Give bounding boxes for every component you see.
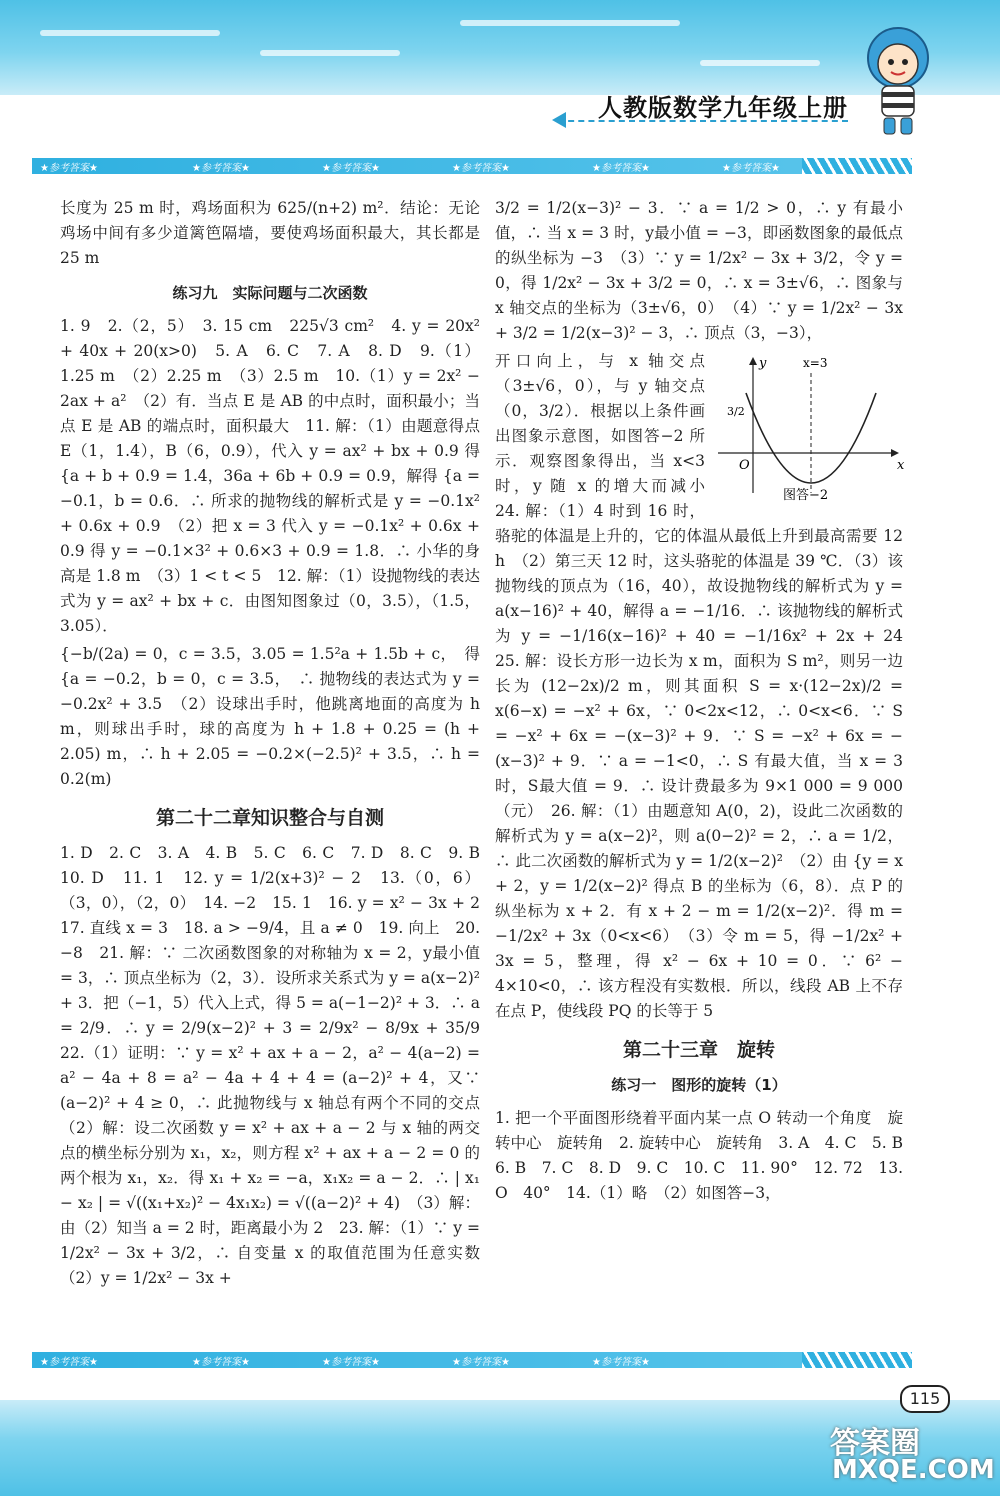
watermark: 答案圈 [830,1426,920,1461]
top-banner [0,0,1000,95]
y-axis-arrow-icon [749,357,757,365]
section-heading: 第二十二章知识整合与自测 [155,807,384,829]
y-label: y [759,356,767,371]
mascot-icon [858,20,938,140]
answer-paragraph: 3/2 = 1/2(x−3)² − 3．∵ a = 1/2 > 0，∴ y 有最小值，∴ 当 x = 3 时，y最小值 = −3，即函数图象的最低点的纵坐标为 −3 （3）∵ y = 1/2x² − 3x + 3/2，令 y = 0，得 1/2x² − 3x + 3/2 = 0，∴ x = 3±√6，∴ 图象与 x 轴交点的坐标为（3±√6，0） （4）∵ y = 1/2x² − 3x + 3/2 = 1/2(x−3)² − 3，∴ 顶点（3，−3）， [495,199,903,342]
watermark-url: MXQE.COM [832,1455,995,1485]
title-divider [558,120,848,122]
answer-tag: ★参考答案★ [192,163,250,174]
answer-paragraph: 1. D 2. C 3. A 4. B 5. C 6. C 7. D 8. C 9. B 10. D 11. 1 12. y = 1/2(x+3)² − 2 13.（0，6）（3，0），（2，0） 14. −2 15. 1 16. y = x² − 3x + 2 17. 直线 x = 3 18. a > −9/4，且 a ≠ 0 19. 向上 20. −8 21. 解：∵ 二次函数图象的对称轴为 x = 2，y最小值 = 3，∴ 顶点坐标为（2，3）．设所求关系式为 y = a(x−2)² + 3．把（−1，5）代入上式，得 5 = a(−1−2)² + 3．∴ a = 2/9．∴ y = 2/9(x−2)² + 3 = 2/9x² − 8/9x + 35/9 22.（1）证明：∵ y = x² + ax + a − 2，a² − 4(a−2) = a² − 4a + 8 = a² − 4a + 4 + 4 = (a−2)² + 4，又∵ (a−2)² + 4 ≥ 0，∴ 此抛物线与 x 轴总有两个不同的交点 （2）解：设二次函数 y = x² + ax + a − 2 与 x 轴的两交点的横坐标分别为 x₁，x₂，则方程 x² + ax + a − 2 = 0 的两个根为 x₁，x₂．得 x₁ + x₂ = −a，x₁x₂ = a − 2．∴ | x₁ − x₂ | = √((x₁+x₂)² − 4x₁x₂) = √((a−2)² + 4) （3）解：由（2）知当 a = 2 时，距离最小为 2 23. 解：（1）∵ y = 1/2x² − 3x + 3/2，∴ 自变量 x 的取值范围为任意实数 （2）y = 1/2x² − 3x + [60,844,496,1287]
x-axis-arrow-icon [891,449,899,457]
answer-paragraph: 1. 9 2.（2，5） 3. 15 cm 225√3 cm² 4. y = 20x² + 40x + 20(x>0) 5. A 6. C 7. A 8. D 9.（1）1.25 m （2）2.25 m （3）2.5 m 10.（1）y = 2x² − 2ax + a² （2）有．当点 E 是 AB 的中点时，面积最小；当点 E 是 AB 的端点时，面积最大 11. 解：（1）由题意得点 E（1，1.4），B（6，0.9），代入 y = ax² + bx + 0.9 得 {a + b + 0.9 = 1.4，36a + 6b + 0.9 = 0.9，解得 {a = −0.1，b = 0.6．∴ 所求的抛物线的解析式是 y = −0.1x² + 0.6x + 0.9 （2）把 x = 3 代入 y = −0.1x² + 0.6x + 0.9 得 y = −0.1×3² + 0.6×3 + 0.9 = 1.8．∴ 小华的身高是 1.8 m （3）1 < t < 5 12. 解：（1）设抛物线的表达式为 y = ax² + bx + c．由图知图象过（0，3.5），（1.5，3.05）． [60,317,480,635]
right-column [495,196,919,1209]
answer-tag: ★参考答案★ [592,1357,650,1368]
x-label: x [897,458,905,473]
answer-bar-bottom [32,1352,912,1368]
answer-tag: ★参考答案★ [722,163,780,174]
answer-tag: ★参考答案★ [192,1357,250,1368]
answer-tag: ★参考答案★ [40,1357,98,1368]
answer-paragraph: 1. 把一个平面图形绕着平面内某一点 O 转动一个角度 旋转中心 旋转角 2. 旋转中心 旋转角 3. A 4. C 5. B 6. B 7. C 8. D 9. C 10. C 11. 90° 12. 72 13. O 40° 14.（1）略 （2）如图答−3， [495,1109,919,1202]
y-intercept-label: 3/2 [727,405,745,418]
left-column [60,196,496,1294]
origin-label: O [739,458,750,473]
answer-bar-top [32,158,912,174]
section-heading: 练习九 实际问题与二次函数 [172,284,368,302]
parabola-graph [713,353,903,503]
page-number: 115 [900,1385,950,1413]
graph-caption: 图答−2 [783,488,829,503]
section-heading: 第二十三章 旋转 [622,1039,775,1061]
answer-tag: ★参考答案★ [322,163,380,174]
answer-paragraph: 开口向上，与 x 轴交点（3±√6，0），与 y 轴交点（0，3/2）．根据以上条件画出图象示意图，如图答−2 所示．观察图象得出，当 x<3 时，y 随 x 的增大而减小 24. 解：（1）4 时到 16 时，骆驼的体温是上升的，它的体温从最低上升到最高需要 12 h （2）第三天 12 时，这头骆驼的体温是 39 ℃．（3）该抛物线的顶点为（16，40），故设抛物线的解析式为 y = a(x−16)² + 40，解得 a = −1/16．∴ 该抛物线的解析式为 y = −1/16(x−16)² + 40 = −1/16x² + 2x + 24 25. 解：设长方形一边长为 x m，面积为 S m²，则另一边长为 (12−2x)/2 m，则其面积 S = x·(12−2x)/2 = x(6−x) = −x² + 6x，∵ 0<2x<12，∴ 0<x<6．∵ S = −x² + 6x = −(x−3)² + 9．∵ S = −x² + 6x = −(x−3)² + 9．∵ a = −1<0，∴ S 有最大值，当 x = 3 时，S最大值 = 9．∴ 设计费最多为 9×1 000 = 9 000（元） 26. 解：（1）由题意知 A(0，2)，设此二次函数的解析式为 y = a(x−2)²，则 a(0−2)² = 2，∴ a = 1/2，∴ 此二次函数的解析式为 y = 1/2(x−2)² （2）由 {y = x + 2，y = 1/2(x−2)² 得点 B 的坐标为（6，8）．点 P 的纵坐标为 x + 2．有 x + 2 − m = 1/2(x−2)²．得 m = −1/2x² + 3x（0<x<6） （3）令 m = 5，得 −1/2x² + 3x = 5，整理，得 x² − 6x + 10 = 0．∵ 6² − 4×10<0，∴ 该方程没有实数根．所以，线段 AB 上不存在点 P，使线段 PQ 的长等于 5 [495,352,919,1020]
section-heading: 练习一 图形的旋转（1） [611,1076,787,1094]
answer-tag: ★参考答案★ [452,1357,510,1368]
answer-tag: ★参考答案★ [592,163,650,174]
answer-tag: ★参考答案★ [452,163,510,174]
symmetry-label: x=3 [803,356,828,370]
answer-paragraph: 长度为 25 m 时，鸡场面积为 625/(n+2) m²．结论：无论鸡场中间有多少道篱笆隔墙，要使鸡场面积最大，其长都是 25 m [60,199,480,267]
answer-tag: ★参考答案★ [40,163,98,174]
book-title: 人教版数学九年级上册 [598,94,848,122]
answer-tag: ★参考答案★ [322,1357,380,1368]
answer-paragraph: {−b/(2a) = 0，c = 3.5，3.05 = 1.5²a + 1.5b + c， 得 {a = −0.2，b = 0，c = 3.5， ∴ 抛物线的表达式为 y = −0.2x² + 3.5 （2）设球出手时，他跳离地面的高度为 h m，则球出手时，球的高度为 h + 1.8 + 0.25 = (h + 2.05) m，∴ h + 2.05 = −0.2×(−2.5)² + 3.5，∴ h = 0.2(m) [60,645,480,788]
